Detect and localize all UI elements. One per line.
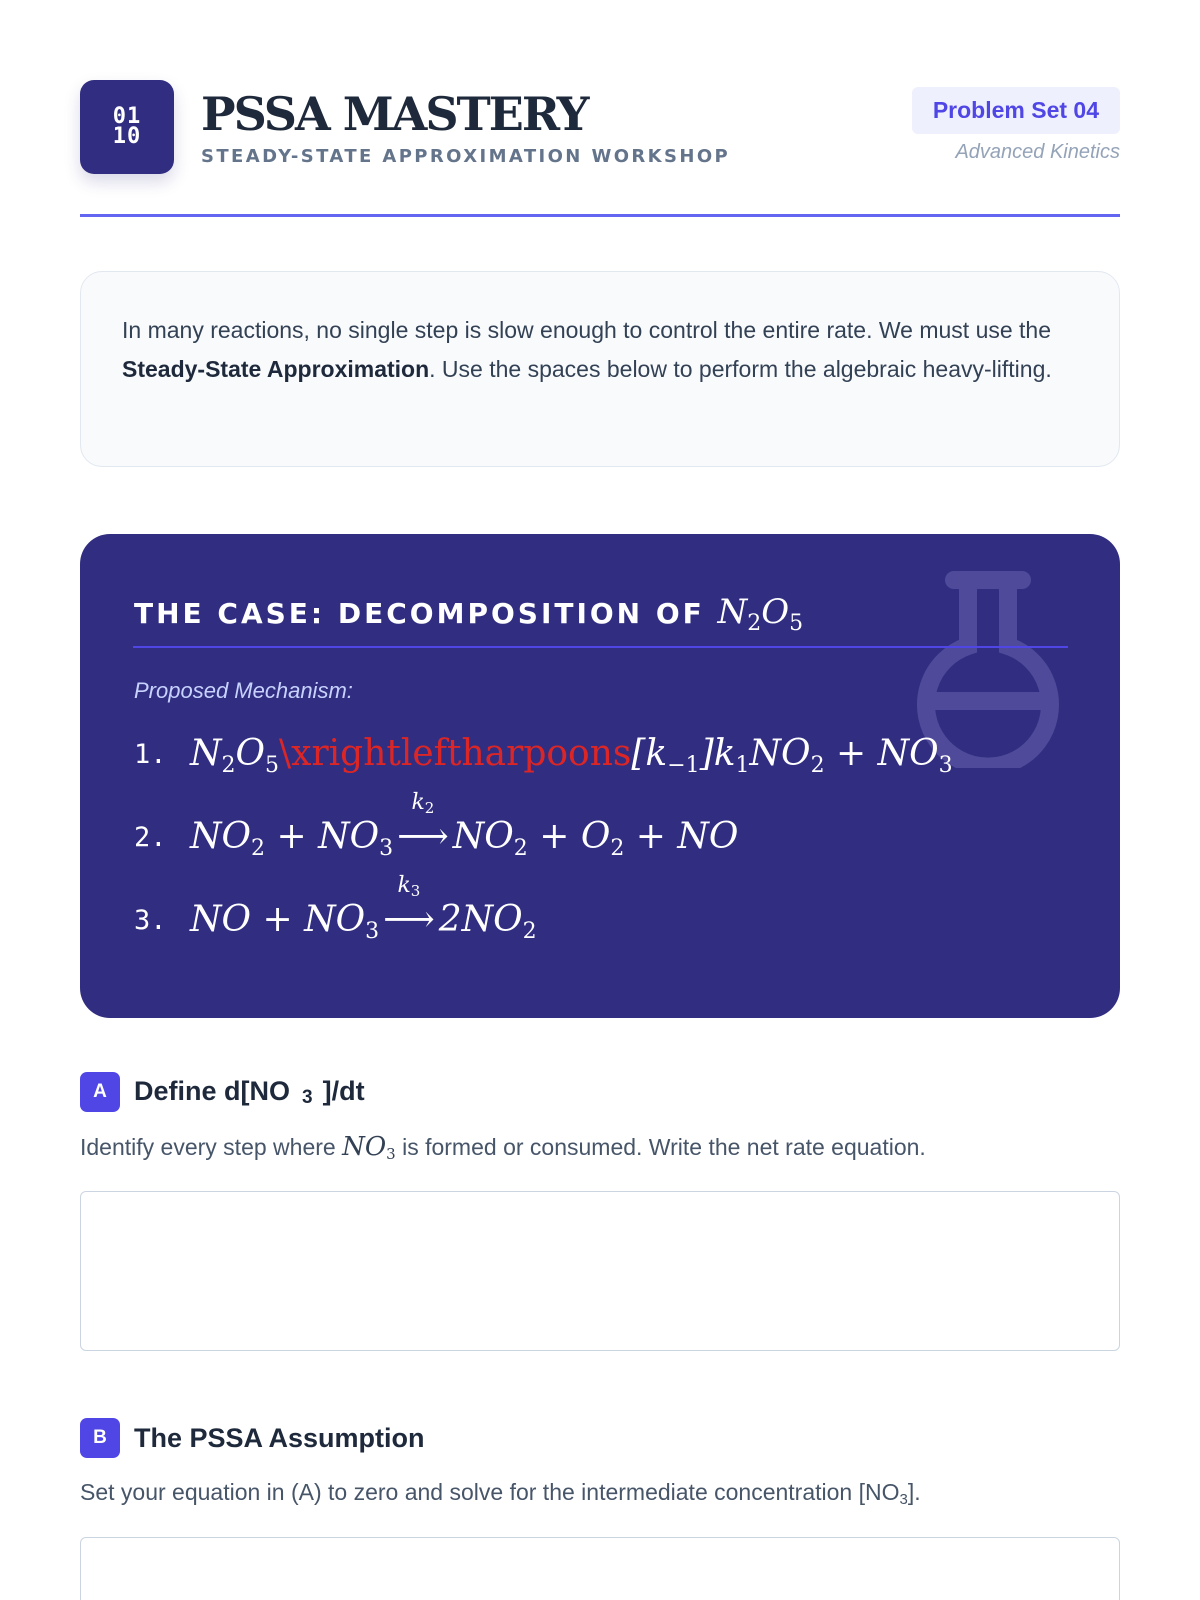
section-title: The PSSA Assumption	[134, 1422, 425, 1453]
course-label: Advanced Kinetics	[955, 141, 1120, 163]
page-subtitle: STEADY-STATE APPROXIMATION WORKSHOP	[201, 146, 731, 167]
case-divider	[133, 646, 1068, 648]
section-b-description: Set your equation in (A) to zero and solve for the intermediate concentration $[NO_3]$.	[80, 1479, 921, 1508]
intro-text-end: . Use the spaces below to perform the algebraic heavy-lifting.	[429, 356, 1052, 382]
section-b-header	[80, 1418, 425, 1458]
mechanism-step-3	[134, 873, 537, 944]
answer-box-b[interactable]	[80, 1537, 1120, 1600]
step-equation: NO + $NO_3$ $k_3$ ⟶ $2NO_2$	[190, 873, 537, 944]
header	[80, 80, 1120, 216]
logo-line-2: 10	[112, 124, 142, 149]
step-equation: $N_2O_5\backslash xrightleftharpoons[k_{-1}]k_1NO_2 + NO_3$	[190, 733, 953, 778]
case-title-text: THE CASE: DECOMPOSITION OF	[134, 597, 718, 630]
rate-arrow: $k_3$ ⟶	[383, 873, 435, 940]
header-divider	[80, 214, 1120, 217]
logo-line-1: 01	[112, 104, 142, 129]
page-title: PSSA MASTERY	[201, 87, 588, 141]
intro-callout	[80, 271, 1120, 467]
mechanism-step-1	[134, 732, 953, 778]
binary-logo-icon	[80, 80, 174, 174]
mechanism-step-2	[134, 790, 739, 861]
intro-emphasis: Steady-State Approximation	[122, 356, 430, 382]
answer-box-a[interactable]	[80, 1191, 1120, 1351]
step-number: 1.	[134, 739, 167, 770]
rate-arrow: $k_2$ ⟶	[397, 790, 449, 857]
unrendered-latex: \xrightleftharpoons	[279, 733, 632, 774]
intro-text-start: In many reactions, no single step is slow enough to control the entire rate. We must use the	[122, 317, 1052, 343]
case-title	[134, 592, 804, 636]
mechanism-label: Proposed Mechanism:	[134, 678, 353, 703]
step-number: 2.	[134, 822, 167, 853]
section-badge: A	[80, 1072, 120, 1112]
section-title: Define d[NO 3 ]/dt	[134, 1075, 365, 1108]
section-a-header	[80, 1072, 365, 1112]
section-a-description: Identify every step where $NO_3$ is formed or consumed. Write the net rate equation.	[80, 1132, 926, 1163]
section-badge: B	[80, 1418, 120, 1458]
step-equation: $NO_2 + NO_3$ $k_2$ ⟶ $NO_2 + O_2$ + NO	[190, 790, 739, 861]
case-card	[80, 534, 1120, 1018]
step-number: 3.	[134, 905, 167, 936]
problem-set-badge: Problem Set 04	[912, 87, 1120, 134]
case-compound: $N_2O_5$	[717, 592, 804, 636]
